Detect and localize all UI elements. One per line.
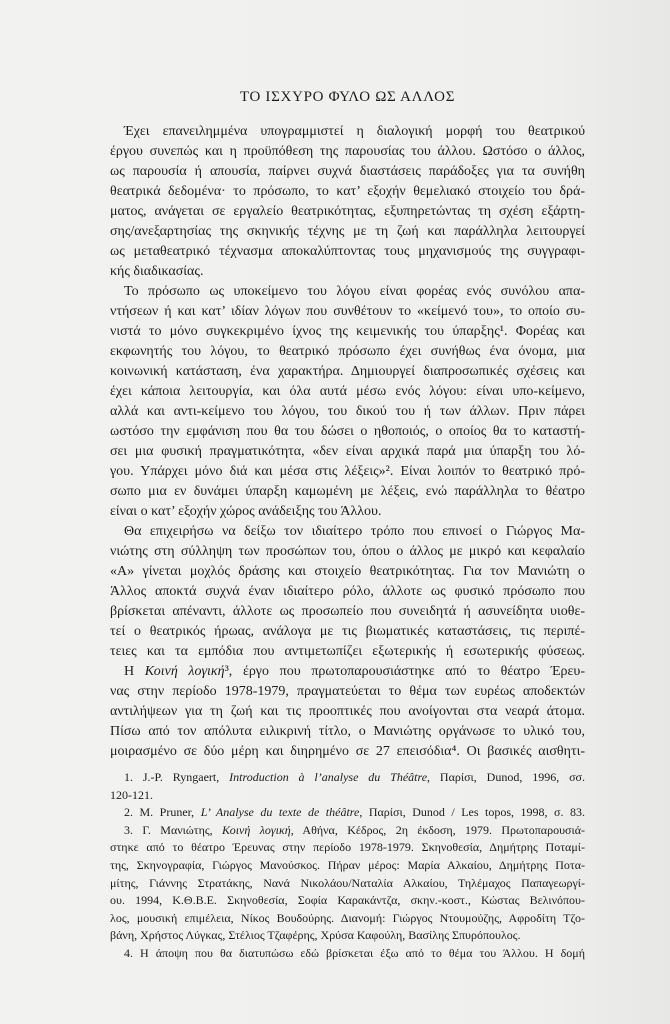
text-line: αλλά και αντι-κείμενο του λόγου, του δικού του ή των άλλων. Πριν πάρει	[110, 404, 585, 419]
footnote-line: μίτης, Γιάννης Στρατάκης, Νανά Νικολάου/Ναταλία Αλκαίου, Τηλέμαχος Παπαγεωργί-	[110, 875, 585, 890]
text-line: ωστόσο την εμφάνιση που θα του δώσει ο ηθοποιός, ο οποίος θα το καταστή-	[110, 424, 585, 439]
italic-work-title: Κοινή λογική	[144, 664, 225, 679]
text-line: εκφωνητής του λόγου, το θεατρικό πρόσωπο έχει συνήθως ένα όνομα, μια	[110, 344, 585, 359]
text-line: ματος, ανάγεται σε εργαλείο θεατρικότητας, εξυπηρετώντας τη σχέση εξάρτη-	[110, 204, 585, 219]
text-line: Πίσω από τον απόλυτα ειλικρινή τίτλο, ο Μανιώτης οργάνωσε το υλικό του,	[110, 724, 585, 739]
text-line: σωπο μια εν δυνάμει ύπαρξη καμωμένη με λέξεις, ενώ παράλληλα το θέατρο	[110, 484, 585, 499]
text-line: ντήσεων ή και κατ’ ιδίαν λόγων που συνθέτουν το «κείμενό του», το οποίο συ-	[110, 304, 585, 319]
footnote-line: ου. 1994, Κ.Θ.Β.Ε. Σκηνοθεσία, Σοφία Καρακάντζα, σκην.-κοστ., Κώστας Βελινόπου-	[110, 893, 585, 908]
footnotes	[110, 769, 585, 963]
text-line: Έχει επανειλημμένα υπογραμμιστεί η διαλογική μορφή του θεατρικού	[124, 124, 585, 139]
text-line: κοινωνική κατάσταση, ένα χαρακτήρα. Δημιουργεί διαπροσωπικές σχέσεις και	[110, 364, 585, 379]
text-line: ως μεταθεατρικό τέχνασμα αποκαλύπτοντας τους μηχανισμούς της συγγραφι-	[110, 244, 585, 259]
text-line: νιστά το μόνο συγκεκριμένο ίχνος της κειμενικής του ύπαρξης¹. Φορέας και	[110, 324, 585, 339]
paragraph-1	[110, 122, 585, 282]
text-line: Άλλος αποκτά συχνά έναν ιδιαίτερο ρόλο, άλλοτε ως φυσικό πρόσωπο που	[110, 584, 585, 599]
text-line: βρίσκεται απέναντι, άλλοτε ως προσωπείο που συνειδητά ή ασυνείδητα υιοθε-	[110, 604, 585, 619]
footnote-1	[110, 769, 585, 804]
footnote-line: 4. Η άποψη που θα διατυπώσω εδώ βρίσκεται έξω από το θέμα του Άλλου. Η δομή	[124, 945, 585, 960]
text-line: αντιλήψεων για τη ζωή και τις προοπτικές που ανοίγονται στα νεαρά άτομα.	[110, 704, 585, 719]
italic-work-title: Κοινή λογική	[222, 822, 291, 837]
text-line: Θα επιχειρήσω να δείξω τον ιδιαίτερο τρόπο που επινοεί ο Γιώργος Μα-	[124, 524, 585, 539]
italic-work-title: Introduction à l’analyse du Théâtre	[229, 770, 428, 784]
chapter-title: ΤΟ ΙΣΧΥΡΟ ΦΥΛΟ ΩΣ ΑΛΛΟΣ	[239, 89, 456, 105]
footnote-line: βάνη, Χρήστος Λύγκας, Στέλιος Τζαφέρης, Χρύσα Καφούλη, Βασίλης Σπυρόπουλος.	[110, 928, 521, 943]
paragraph-4	[110, 662, 585, 762]
text-line: σει μια φυσική πραγματικότητα, «δεν είναι αρχικά παρά μια ύπαρξη του λό-	[110, 444, 585, 459]
footnote-line: της, Σκηνογραφία, Γιώργος Μανούσκος. Πήραν μέρος: Μαρία Αλκαίου, Δημήτρης Ποτα-	[110, 857, 585, 872]
text-segment: ³, έργο που πρωτοπαρουσιάστηκε από το θέατρο Έρευ-	[224, 664, 585, 679]
text-line: νιώτης στη σύλληψη των προσώπων του, όπου ο άλλος με μικρό και κεφαλαίο	[110, 544, 585, 559]
text-line: έργου συνεπώς και η προϋπόθεση της παρουσίας του άλλου. Ωστόσο ο άλλος,	[110, 144, 585, 159]
footnote-line: 120-121.	[110, 787, 153, 802]
text-line: νας στην περίοδο 1978-1979, πραγματεύεται το θέμα των ευρέως αποδεκτών	[110, 684, 585, 699]
body-text	[110, 122, 585, 762]
text-segment: , Παρίσι, Dunod, 1996, σσ.	[427, 770, 586, 784]
text-segment: , Αθήνα, Κέδρος, 2η έκδοση, 1979. Πρωτοπαρουσιά-	[290, 822, 586, 837]
text-line	[110, 662, 585, 682]
paragraph-2	[110, 282, 585, 522]
text-line: Το πρόσωπο ως υποκείμενο του λόγου είναι φορέας ενός συνόλου απα-	[124, 284, 585, 299]
text-segment: 1. J.-P. Ryngaert,	[124, 770, 230, 784]
text-line: σης/ανεξαρτησίας της σκηνικής τέχνης με τη ζωή και παράλληλα λειτουργεί	[110, 224, 585, 239]
italic-work-title: L’ Analyse du texte de théâtre	[200, 805, 360, 820]
text-line: ως παρουσία ή απουσία, παίρνει συχνά διαστάσεις παράδοξες για τα συνήθη	[110, 164, 585, 179]
text-line: θεατρικά δεδομένα· το πρόσωπο, το κατ’ εξοχήν θεμελιακό στοιχείο του δρά-	[110, 184, 585, 199]
text-line: τεί ο θεατρικός ήρωας, ανάλογα με τις βιωματικές καταστάσεις, τις περιπέ-	[110, 624, 585, 639]
footnote-line: λος, μουσική επιμέλεια, Νίκος Βουδούρης. Διανομή: Γιώργος Ντουμούζης, Αφροδίτη Τζο-	[110, 910, 585, 925]
footnote-line	[110, 804, 585, 822]
text-segment: 2. M. Pruner,	[124, 805, 201, 820]
footnote-4	[110, 945, 585, 963]
footnote-line	[110, 822, 585, 840]
footnote-line	[110, 769, 585, 787]
text-line: «Α» γίνεται μοχλός δράσης και στοιχείο θεατρικότητας. Για τον Μανιώτη ο	[110, 564, 585, 579]
footnote-3	[110, 822, 585, 945]
paragraph-3	[110, 522, 585, 662]
footnote-line: στηκε από το θέατρο Έρευνας στην περίοδο 1978-1979. Σκηνοθεσία, Δημήτρης Ποταμί-	[110, 840, 585, 855]
text-segment: Η	[124, 664, 145, 679]
text-line: είναι ο κατ’ εξοχήν χώρος ανάδειξης του Άλλου.	[110, 504, 382, 519]
footnote-2	[110, 804, 585, 822]
text-line: τειες και τα εμπόδια που αντιμετωπίζει εξωτερικής ή εσωτερικής φύσεως.	[110, 644, 585, 659]
text-line: έχει κάποια λειτουργία, και όλα αυτά μέσω ενός λόγου: είναι υπο-κείμενο,	[110, 384, 585, 399]
text-segment: , Παρίσι, Dunod / Les topos, 1998, σ. 83.	[359, 805, 586, 820]
text-line: κής διαδικασίας.	[110, 264, 204, 279]
text-segment: 3. Γ. Μανιώτης,	[124, 822, 223, 837]
text-line: μοιρασμένο σε δύο μέρη και διηρημένο σε 27 επεισόδια⁴. Οι βασικές αισθητι-	[110, 744, 585, 759]
text-line: γου. Υπάρχει μόνο διά και μέσα στις λέξεις»². Είναι λοιπόν το θεατρικό πρό-	[110, 464, 585, 479]
